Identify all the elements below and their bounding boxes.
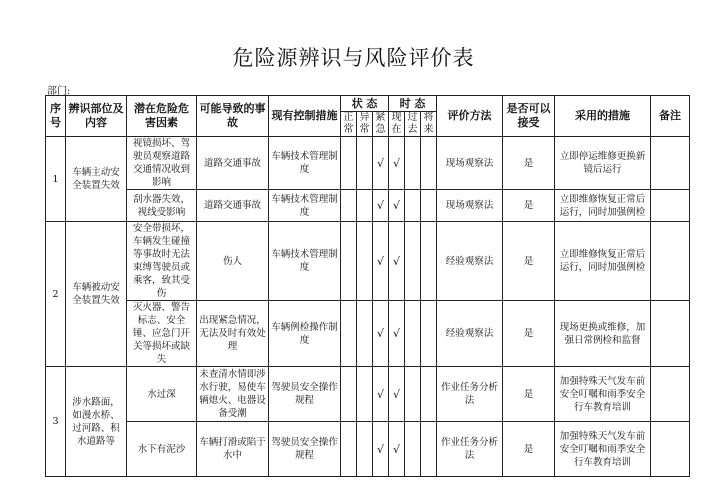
header-remark: 备注 [651,96,690,137]
cell-method: 经验观察法 [437,301,503,367]
cell-measures: 立即维修恢复正常后运行，同时加强例检 [555,190,651,222]
cell-status-abnormal [357,422,373,477]
cell-accident: 未查清水情即涉水行驶，易使车辆熄火、电器设备受潮 [197,367,269,422]
cell-remark [651,137,690,190]
check-icon: √ [373,137,389,190]
header-time: 时 态 [389,96,437,112]
cell-method: 作业任务分析法 [437,367,503,422]
cell-accident: 车辆打滑或陷于水中 [197,422,269,477]
check-icon: √ [373,301,389,367]
header-status-abnormal: 异常 [357,112,373,137]
cell-accept: 是 [503,190,555,222]
cell-hazard: 安全带损坏，车辆发生碰撞等事故时无法束缚驾驶员或乘客，致其受伤 [127,222,197,301]
cell-status-normal [341,190,357,222]
cell-accident: 伤人 [197,222,269,301]
cell-time-future [421,367,437,422]
cell-remark [651,422,690,477]
table-row [46,301,690,367]
check-icon: √ [389,301,405,367]
header-control: 现有控制措施 [269,96,341,137]
check-icon: √ [389,190,405,222]
cell-accept: 是 [503,301,555,367]
cell-status-abnormal [357,367,373,422]
cell-hazard: 水下有泥沙 [127,422,197,477]
header-status-normal: 正常 [341,112,357,137]
table-row [46,137,690,190]
cell-control: 车辆技术管理制度 [269,222,341,301]
check-icon: √ [373,190,389,222]
cell-control: 驾驶员安全操作规程 [269,422,341,477]
cell-hazard: 水过深 [127,367,197,422]
cell-time-future [421,222,437,301]
table-row [46,422,690,477]
cell-accident: 道路交通事故 [197,190,269,222]
cell-measures: 立即停运维修更换新镜后运行 [555,137,651,190]
cell-part: 车辆被动安全装置失效 [66,222,127,367]
cell-control: 车辆例检操作制度 [269,301,341,367]
cell-seq: 3 [46,367,66,477]
cell-seq: 2 [46,222,66,367]
header-status: 状 态 [341,96,389,112]
cell-measures: 加强特殊天气发车前安全叮嘱和雨季安全行车教育培训 [555,367,651,422]
cell-control: 驾驶员安全操作规程 [269,367,341,422]
cell-time-past [405,137,421,190]
cell-status-abnormal [357,190,373,222]
check-icon: √ [389,222,405,301]
cell-status-normal [341,222,357,301]
cell-accept: 是 [503,137,555,190]
table-row [46,222,690,301]
header-hazard: 潜在危险危害因素 [127,96,197,137]
header-seq: 序号 [46,96,66,137]
header-time-past: 过去 [405,112,421,137]
cell-status-abnormal [357,222,373,301]
cell-accept: 是 [503,422,555,477]
check-icon: √ [373,422,389,477]
risk-table [45,95,690,477]
table-row [46,367,690,422]
cell-time-future [421,422,437,477]
header-part: 辨识部位及内容 [66,96,127,137]
cell-time-future [421,190,437,222]
cell-status-normal [341,137,357,190]
cell-status-normal [341,422,357,477]
cell-remark [651,301,690,367]
cell-accident: 出现紧急情况，无法及时有效处理 [197,301,269,367]
cell-control: 车辆技术管理制度 [269,190,341,222]
cell-method: 现场观察法 [437,190,503,222]
table-row [46,190,690,222]
cell-part: 车辆主动安全装置失效 [66,137,127,222]
header-status-emergency: 紧急 [373,112,389,137]
cell-hazard: 灭火器、警告标志、安全锤、应急门开关等损坏或缺失 [127,301,197,367]
cell-time-future [421,301,437,367]
cell-remark [651,222,690,301]
department-label: 部门: [47,86,71,97]
header-time-future: 将来 [421,112,437,137]
cell-method: 现场观察法 [437,137,503,190]
cell-control: 车辆技术管理制度 [269,137,341,190]
cell-accept: 是 [503,367,555,422]
check-icon: √ [373,367,389,422]
cell-measures: 加强特殊天气发车前安全叮嘱和雨季安全行车教育培训 [555,422,651,477]
cell-time-past [405,422,421,477]
cell-seq: 1 [46,137,66,222]
cell-time-past [405,301,421,367]
header-measures: 采用的措施 [555,96,651,137]
page-title: 危险源辨识与风险评价表 [232,46,475,70]
header-method: 评价方法 [437,96,503,137]
cell-time-past [405,190,421,222]
cell-status-abnormal [357,301,373,367]
check-icon: √ [389,137,405,190]
cell-method: 经验观察法 [437,222,503,301]
cell-remark [651,367,690,422]
cell-time-past [405,222,421,301]
check-icon: √ [373,222,389,301]
cell-measures: 立即维修恢复正常后运行，同时加强例检 [555,222,651,301]
cell-remark [651,190,690,222]
cell-status-normal [341,301,357,367]
cell-hazard: 刮水器失效，视线受影响 [127,190,197,222]
cell-time-future [421,137,437,190]
cell-status-abnormal [357,137,373,190]
cell-time-past [405,367,421,422]
check-icon: √ [389,367,405,422]
header-time-present: 现在 [389,112,405,137]
cell-method: 作业任务分析法 [437,422,503,477]
cell-status-normal [341,367,357,422]
cell-hazard: 视镜损坏、驾驶员观察道路交通情况收到影响 [127,137,197,190]
cell-part: 涉水路面，如漫水桥、过河路、积水道路等 [66,367,127,477]
cell-accept: 是 [503,222,555,301]
cell-accident: 道路交通事故 [197,137,269,190]
check-icon: √ [389,422,405,477]
cell-measures: 现场更换或维修，加强日常例检和监督 [555,301,651,367]
header-accept: 是否可以接受 [503,96,555,137]
header-accident: 可能导致的事故 [197,96,269,137]
